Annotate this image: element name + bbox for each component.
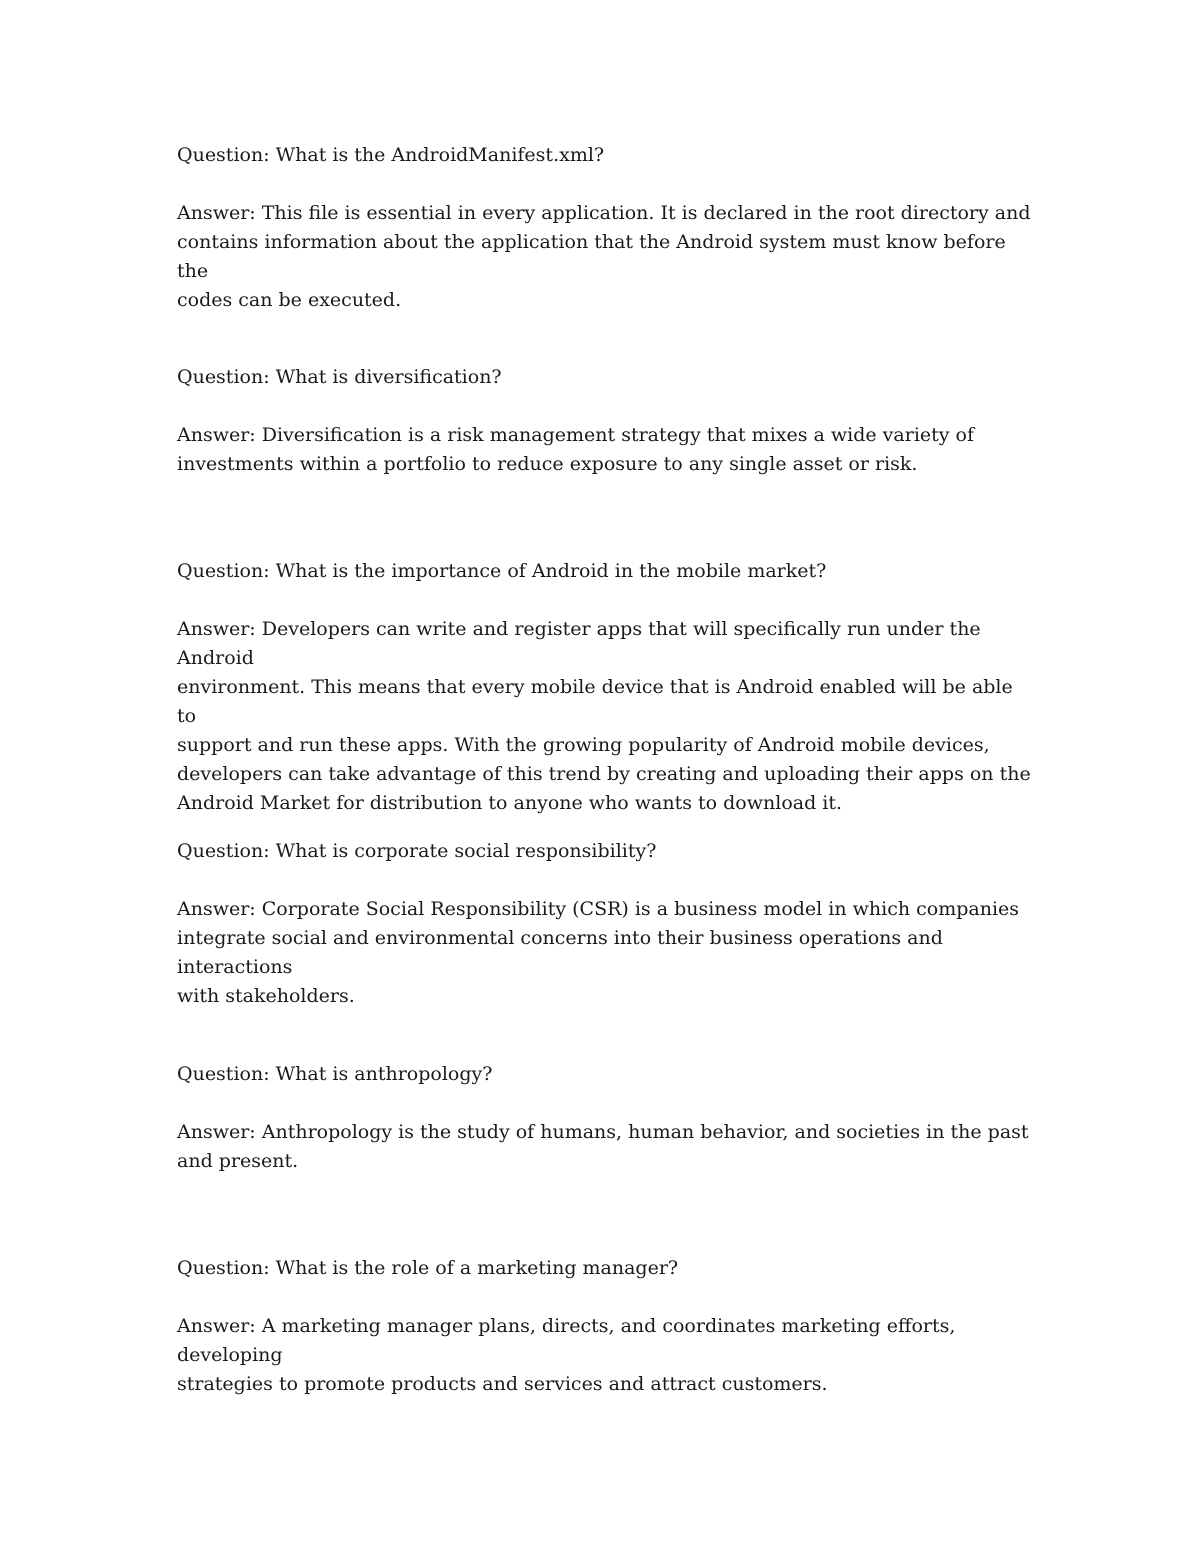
answer-line: Answer: Corporate Social Responsibility (CSR) is a business model in which companies [177, 898, 1020, 920]
answer-line: Answer: This file is essential in every application. It is declared in the root directory and [177, 202, 1031, 224]
qa-block-android-manifest [177, 141, 1037, 315]
qa-block-diversification [177, 363, 1037, 479]
answer-line: environment. This means that every mobile device that is Android enabled will be able to [177, 676, 1019, 727]
answer-line: and present. [177, 1150, 299, 1172]
answer-line: with stakeholders. [177, 985, 355, 1007]
answer-line: support and run these apps. With the growing popularity of Android mobile devices, [177, 734, 990, 756]
answer-text [177, 199, 1037, 315]
answer-line: Android Market for distribution to anyone who wants to download it. [177, 792, 843, 814]
question-text: Question: What is the importance of Android in the mobile market? [177, 560, 827, 582]
answer-line: Answer: Anthropology is the study of humans, human behavior, and societies in the past [177, 1121, 1029, 1143]
answer-line: codes can be executed. [177, 289, 402, 311]
answer-line: Answer: Developers can write and register apps that will specifically run under the Android [177, 618, 987, 669]
answer-line: Answer: Diversification is a risk management strategy that mixes a wide variety of [177, 424, 975, 446]
answer-line: developers can take advantage of this trend by creating and uploading their apps on the [177, 763, 1031, 785]
qa-block-anthropology [177, 1060, 1037, 1176]
question-text: Question: What is anthropology? [177, 1063, 493, 1085]
qa-block-csr [177, 837, 1037, 1011]
answer-text [177, 421, 1037, 479]
answer-text [177, 615, 1037, 818]
answer-line: strategies to promote products and services and attract customers. [177, 1373, 828, 1395]
answer-text [177, 1118, 1037, 1176]
question-text: Question: What is diversification? [177, 366, 502, 388]
answer-line: investments within a portfolio to reduce exposure to any single asset or risk. [177, 453, 918, 475]
qa-block-android-importance [177, 557, 1037, 818]
answer-text [177, 895, 1037, 1011]
answer-line: Answer: A marketing manager plans, directs, and coordinates marketing efforts, developing [177, 1315, 962, 1366]
answer-text [177, 1312, 1037, 1399]
question-text: Question: What is the role of a marketing manager? [177, 1257, 679, 1279]
qa-block-marketing-manager [177, 1254, 1037, 1399]
answer-line: integrate social and environmental concerns into their business operations and interactions [177, 927, 949, 978]
question-text: Question: What is the AndroidManifest.xml? [177, 144, 605, 166]
answer-line: contains information about the application that the Android system must know before the [177, 231, 1012, 282]
question-text: Question: What is corporate social responsibility? [177, 840, 657, 862]
